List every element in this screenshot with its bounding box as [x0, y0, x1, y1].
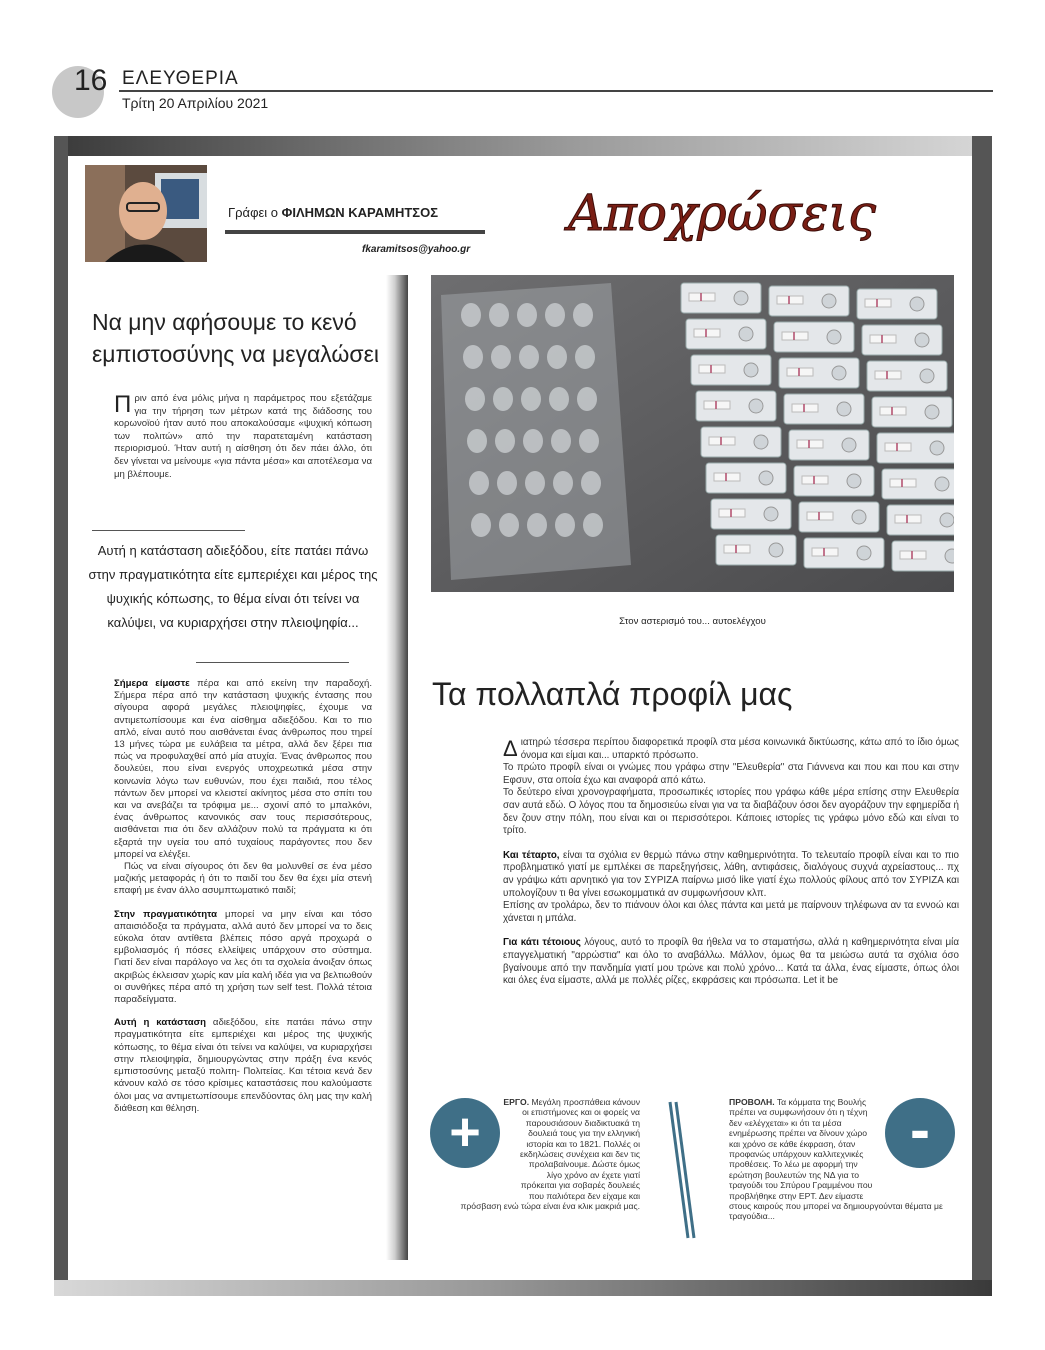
test-cassette: [794, 466, 874, 496]
sample-well: [499, 513, 519, 537]
left-headline: Να μην αφήσουμε το κενό εμπιστοσύνης να μεγαλώσει: [92, 309, 379, 367]
test-cassette: [681, 283, 761, 313]
left-p1-lead: Σήμερα είμαστε: [114, 678, 190, 689]
right-p1c: Το δεύτερο είναι χρονογραφήματα, προσωπικές ιστορίες που γράφω κάθε μέρα επίσης στην Ελευθερία σαν αυτά εδώ. Ο λόγος που τα δημοσιεύω είναι για να τα διαβάζουν όσοι δεν αγοράζουν την εφημερίδα ή δεν ζουν στην πόλη, που είναι και οι περισσότεροι. Κάποιες ιστορίες τις γράφω μόνο εδώ και είναι το τρίτο.: [503, 787, 959, 837]
sample-well: [463, 345, 483, 369]
quote-rule-bottom: [196, 662, 349, 663]
sample-well: [553, 471, 573, 495]
left-p1: πέρα και από εκείνη την παραδοχή. Σήμερα πέρα από την κατάσταση ψυχικής έντασης που σίγουρα αφορά μεγάλες πλειοψηφίες, έχουμε να αντιμετωπίσουμε και ένα αίσθημα αδιεξόδου. Και το πιο απλό, είναι αυτό που αισθάνεται ένας άνθρωπος που τηρεί 13 μήνες τώρα με ευλάβεια τα μέτρα, αλλά δεν ξέρει πια πώς να προφυλαχθεί από μία ατυχία. Ένας άνθρωπος που δουλεύει, που είναι ενεργός υποχρεωτικά μέσα στην κοινωνία λόγω των ευθυνών, που έχει παιδιά, που τέλος πάντων δεν μπορεί να κλειστεί ακίνητος μέσα στο σπίτι του και να ανεβάζει τα τρόφιμα με... σχοινί από το μπαλκόνι, ένας άνθρωπος κανονικός σαν τους περισσότερους, αισθάνεται πια ότι δεν αλλάζουν πολύ τα πράγματα κι ότι εξαρτά την υγεία του από τυχαίους παράγοντες που δεν μπορεί να ελέγξει.: [114, 678, 372, 860]
sample-well: [583, 513, 603, 537]
test-cassette: [799, 502, 879, 532]
left-p3: αδιεξόδου, είτε πατάει πάνω στην πραγματικότητα είτε εμπεριέχει και μέρος της ψυχικής κόπωσης, το θέμα είναι ότι τείνει να καλύψει, να κυριαρχήσει στην πλειοψηφία, δημιουργώντας στην πράξη ένα κενός εμπιστοσύνης μεταξύ πολιτη- Πολιτείας. Και τέτοια κενά δεν κάνουν καλό σε τόσο κρίσιμες καταστάσεις που καλούμαστε όλοι μας να αντιμετωπίσουμε επενδύοντας όλη μας την καλή διάθεση και θέληση.: [114, 1017, 372, 1114]
right-p1b: Το πρώτο προφίλ είναι οι γνώμες που γράφω στην "Ελευθερία" στα Γιάννενα και που και που και στην Εφσυν, στα οποία έχω και αναφορά από κάτω.: [503, 762, 959, 786]
test-cassette: [774, 322, 854, 352]
right-headline: Τα πολλαπλά προφίλ μας: [432, 676, 793, 712]
left-p1b: Πώς να είναι σίγουρος ότι δεν θα μολυνθεί σε ένα μέσο μαζικής μεταφοράς ή ότι το παιδί του δεν θα έχει μία στενή επαφή με έναν άλλο ασυμπτωματικό παιδί;: [114, 861, 372, 897]
sample-well: [551, 429, 571, 453]
test-cassette: [701, 427, 781, 457]
test-cassette: [892, 541, 954, 571]
test-cassette: [711, 499, 791, 529]
column-logo: [522, 168, 922, 258]
quote-rule-top: [92, 530, 245, 531]
sample-well: [465, 387, 485, 411]
minus-box-lead: ΠΡΟΒΟΛΗ.: [729, 1097, 775, 1107]
left-intro-text: ριν από ένα μόλις μήνα η παράμετρος που εξετάζαμε για την τήρηση των μέτρων κατά της διάδοσης του κορωνοϊού ήταν αυτό που αποκαλούσαμε «ψυχική κόπωση των πολιτών» από την παρατεταμένη κατάσταση περιορισμού. Ήταν αυτή η αίσθηση ότι δεν πάει άλλο, ότι δεν γίνεται να μείνουμε «για πάντα μέσα» και αποτέλεσμα να μη βλέπουμε.: [114, 393, 372, 480]
sample-well: [555, 513, 575, 537]
sample-well: [467, 429, 487, 453]
test-cassette: [779, 358, 859, 388]
sample-well: [525, 471, 545, 495]
test-cassette: [804, 538, 884, 568]
sample-well: [547, 345, 567, 369]
right-p2-lead: Και τέταρτο,: [503, 849, 560, 861]
left-intro: [114, 393, 372, 481]
sample-well: [497, 471, 517, 495]
right-body: [503, 737, 959, 1000]
left-body: [114, 678, 372, 1126]
sample-well: [523, 429, 543, 453]
test-cassette: [789, 430, 869, 460]
author-photo: [85, 165, 207, 262]
author-email[interactable]: fkaramitsos@yahoo.gr: [362, 244, 471, 255]
byline: [228, 205, 438, 220]
frame-right-bar: [972, 136, 992, 1296]
page-number: 16: [74, 64, 108, 97]
separator-slash-icon: [666, 1100, 698, 1240]
sample-well: [575, 345, 595, 369]
plus-box-lead: ΕΡΓΟ.: [503, 1097, 530, 1107]
right-p3-lead: Για κάτι τέτοιους: [503, 937, 581, 949]
test-cassette: [877, 433, 954, 463]
left-p2: μπορεί να μην είναι και τόσο απαισιόδοξα τα πράγματα, αλλά αυτό δεν μπορεί να το δεις εύκολα όταν αντίθετα βλέπεις πόσο αργά προχωρά ο εμβολιασμός ή πόσες ελλείψεις υπάρχουν στο σύστημα. Γιατί δεν είναι παράλογο να λες ότι τα σχολεία άνοιξαν όπως ακριβώς έκλεισαν χωρίς καν μία καλή ιδέα για να βελτιωθούν οι συνθήκες πέρα από τη χρήση των self test. Πολλά τέτοια παραδείγματα.: [114, 908, 372, 1006]
sample-well: [519, 345, 539, 369]
left-p3-lead: Αυτή η κατάσταση: [114, 1017, 207, 1029]
column-logo-text: Αποχρώσεις: [567, 184, 877, 242]
sample-well: [491, 345, 511, 369]
plus-box-body: Μεγάλη προσπάθεια κάνουν οι επιστήμονες και οι φορείς να παρουσιάσουν διαδικτυακά τη δουλειά τους για την ελληνική ιστορία και το 1821. Πολλές οι εκδηλώσεις συνέχεια και δεν τις προλαβαίνουμε. Δώστε όμως λίγο χρόνο αν έχετε γιατί πρόκειται για σοβαρές δουλειές που παλιότερα δεν είχαμε και πρόσβαση ενώ τώρα είναι ένα κλικ μακριά μας.: [460, 1097, 640, 1212]
sample-well: [521, 387, 541, 411]
sample-well: [581, 471, 601, 495]
sample-well: [517, 303, 537, 327]
sample-well: [469, 471, 489, 495]
right-p2: είναι τα σχόλια εν θερμώ πάνω στην καθημερινότητα. Το τελευταίο προφίλ είναι και το πιο προβληματικό γιατί με εμπλέκει σε παρεξηγήσεις, λάθη, αντιφάσεις, διαλόγους συχνά αχρείαστους... πχ αν γράψω κάτι αρνητικό για τον ΣΥΡΙΖΑ παίρνω μισό like γιατί έχω πολλούς φίλους από τον ΣΥΡΙΖΑ και υπολογίζουν τι θα γίνει εσωκομματικά αν συμφωνήσουν κλπ.: [503, 849, 959, 899]
newspaper-name: ΕΛΕΥΘΕΡΙΑ: [122, 68, 239, 89]
photo-caption: Στον αστερισμό του... αυτοελέγχου: [619, 616, 766, 627]
sample-well: [489, 303, 509, 327]
sample-well: [461, 303, 481, 327]
test-cassette: [706, 463, 786, 493]
test-cassette: [716, 535, 796, 565]
frame-top-bar: [54, 136, 992, 156]
column-divider: [386, 275, 408, 1260]
sample-well: [471, 513, 491, 537]
right-dropcap: Δ: [503, 736, 518, 761]
sample-well: [579, 429, 599, 453]
byline-rule: [225, 230, 485, 234]
test-cassette: [872, 397, 952, 427]
left-p2-lead: Στην πραγματικότητα: [114, 908, 217, 920]
byline-prefix: Γράφει ο: [228, 205, 279, 220]
test-kits-photo: [431, 275, 954, 592]
frame-bottom-bar: [54, 1280, 992, 1296]
masthead-rule: [119, 90, 993, 92]
test-cassette: [867, 361, 947, 391]
sample-well: [527, 513, 547, 537]
plus-icon: +: [430, 1098, 500, 1168]
frame-left-bar: [54, 136, 68, 1296]
left-dropcap: Π: [114, 391, 132, 418]
sample-well: [577, 387, 597, 411]
sample-well: [573, 303, 593, 327]
test-cassette: [887, 505, 954, 535]
minus-box-body: Τα κόμματα της Βουλής πρέπει να συμφωνήσουν ότι η τέχνη δεν «ελέγχεται» κι ότι τα μέσα ενημέρωσης πρέπει να δίνουν χώρο και χρόνο σε κάθε έκφραση, όταν προφανώς υπάρχουν καλλιτεχνικές προθέσεις. Το λέω με αφορμή την ερώτηση βουλευτών της ΝΔ για το τραγούδι του Σπύρου Γραμμένου που προβλήθηκε στην ΕΡΤ. Δεν είμαστε στους καιρούς που μπορεί να δημιουργούνται θέματα με τραγούδια...: [729, 1097, 943, 1222]
sample-well: [545, 303, 565, 327]
test-cassette: [857, 289, 937, 319]
test-cassette: [696, 391, 776, 421]
right-p3: λόγους, αυτό το προφίλ θα ήθελα να το σταματήσω, αλλά η καθημερινότητα είναι μία επαγγελματική "αρρώστια" και όλο το αναβάλλω. Μάλλον, όμως θα τα μειώσω αυτά τα σχόλια όσο βγαίνουμε από την πανδημία γιατί μου τρώνε και πολύ χρόνο... Κατά τα άλλα, ένας είμαστε, όπως όλοι και όλες ένα είμαστε, αλλά με πολλές ρίζες, εκφράσεις και πρόσωπα. Let it be: [503, 937, 959, 987]
author-name: ΦΙΛΗΜΩΝ ΚΑΡΑΜΗΤΣΟΣ: [281, 205, 438, 220]
right-p1: ιατηρώ τέσσερα περίπου διαφορετικά προφίλ στα μέσα κοινωνικά δικτύωσης, κάτω από το ίδιο όμως όνομα και είμαι και... υπαρκτό πρόσωπο.: [520, 737, 959, 761]
sample-well: [495, 429, 515, 453]
sample-well: [493, 387, 513, 411]
sample-well: [549, 387, 569, 411]
issue-date: Τρίτη 20 Απριλίου 2021: [122, 95, 269, 111]
test-cassette: [686, 319, 766, 349]
minus-icon: -: [885, 1098, 955, 1168]
test-cassette: [882, 469, 954, 499]
test-cassette: [862, 325, 942, 355]
pull-quote: Αυτή η κατάσταση αδιεξόδου, είτε πατάει πάνω στην πραγματικότητα είτε εμπεριέχει και μέρος της ψυχικής κόπωσης, το θέμα είναι ότι τείνει να καλύψει, να κυριαρχήσει στην πλειοψηφία...: [88, 543, 378, 630]
right-p2b: Επίσης αν τρολάρω, δεν το πιάνουν όλοι και όλες πάντα και μετά με παίρνουν τηλέφωνα αν τα εννοώ και χάνεται η μπάλα.: [503, 900, 959, 924]
test-cassette: [691, 355, 771, 385]
test-cassette: [784, 394, 864, 424]
test-cassette: [769, 286, 849, 316]
